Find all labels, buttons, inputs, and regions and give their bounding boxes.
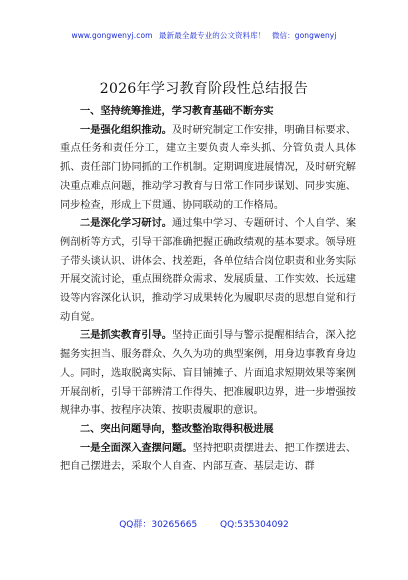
paragraph bbox=[60, 440, 356, 477]
paragraph bbox=[60, 122, 356, 216]
qq-group: QQ群：30265665 bbox=[119, 520, 198, 530]
paragraph-lead: 一是强化组织推动。 bbox=[80, 124, 173, 136]
site-slogan: 最新最全最专业的公文资料库！ bbox=[159, 31, 266, 40]
paragraph-text: 通过集中学习、专题研讨、个人自学、案例剖析等方式，引导干部准确把握正确政绩观的基本要求。领导班子带头谈认识、讲体会、找差距，各单位结合岗位职责和业务实际开展交流讨论，重点围绕群众需求、发展质量、工作实效、长远建设等内容深化认识，推动学习成果转化为履职尽责的思想自觉和行动自觉。 bbox=[60, 218, 357, 323]
section-heading: 一、坚持统筹推进，学习教育基础不断夯实 bbox=[80, 106, 274, 117]
paragraph-lead: 三是抓实教育引导。 bbox=[80, 330, 173, 342]
qq-number: QQ:535304092 bbox=[220, 520, 289, 530]
paragraph-text: 坚持把职责摆进去、把工作摆进去、把自己摆进去，采取个人自查、内部互查、基层走访、群 bbox=[60, 442, 357, 473]
paragraph-lead: 一是全面深入查摆问题。 bbox=[80, 442, 193, 454]
wechat-id: 微信：gongwenyj bbox=[271, 31, 337, 40]
site-url[interactable]: www.gongwenyj.com bbox=[71, 31, 153, 40]
paragraph-text: 及时研究制定工作安排，明确目标要求、重点任务和责任分工，建立主要负责人牵头抓、分管负责人具体抓、责任部门协同抓的工作机制。定期调度进展情况，及时研究解决重点难点问题，推动学习教育与日常工作同步谋划、同步实施、同步检查，形成上下贯通、协同联动的工作格局。 bbox=[60, 124, 357, 211]
document-title: 2026年学习教育阶段性总结报告 bbox=[99, 81, 309, 97]
paragraph bbox=[60, 215, 356, 327]
paragraph-lead: 二是深化学习研讨。 bbox=[80, 218, 173, 230]
contact-footer bbox=[0, 517, 408, 530]
document-body bbox=[60, 103, 356, 477]
paragraph-text: 坚持正面引导与警示提醒相结合，深入挖掘务实担当、服务群众、久久为功的典型案例，用身边事教育身边人。同时，选取脱离实际、盲目铺摊子、片面追求短期效果等案例开展剖析，引导干部辨清工作得失、把准履职边界，进一步增强按规律办事、按程序决策、按职责履职的意识。 bbox=[60, 330, 357, 417]
site-header bbox=[0, 30, 408, 41]
paragraph bbox=[60, 327, 356, 421]
section-heading: 二、突出问题导向，整改整治取得积极进展 bbox=[80, 423, 274, 435]
